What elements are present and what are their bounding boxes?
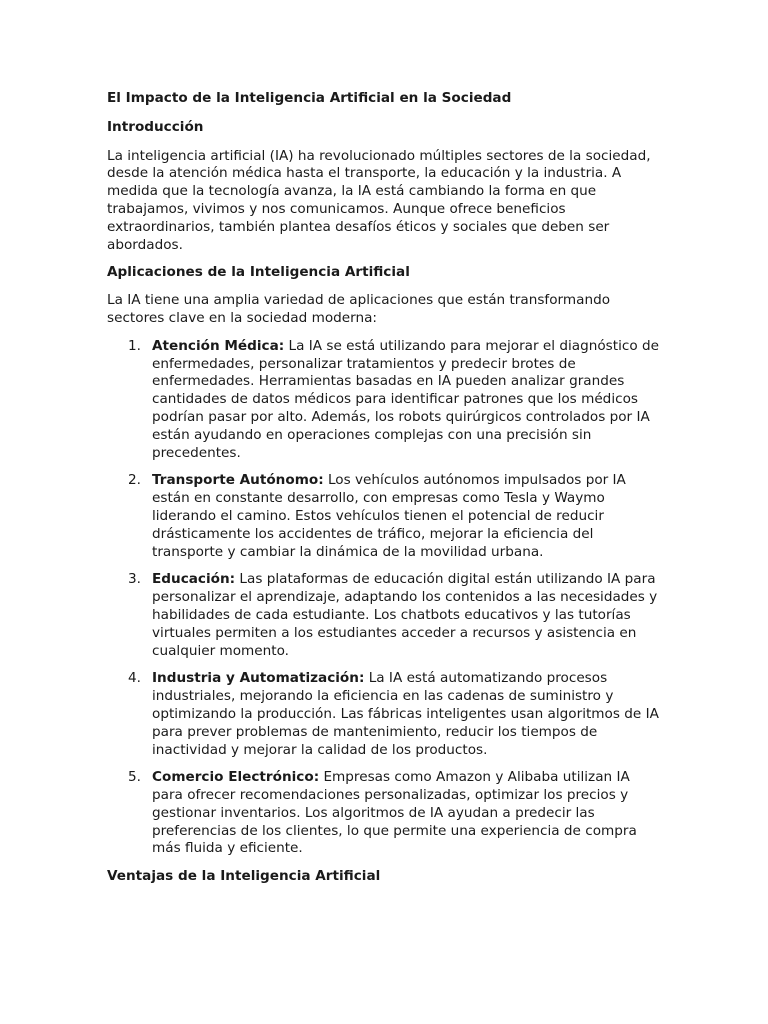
- list-item-term: Transporte Autónomo:: [152, 472, 324, 489]
- list-item-text: Los vehículos autónomos impulsados por IA están en constante desarrollo, con empresas como Tesla y Waymo liderando el camino. Estos vehículos tienen el potencial de reducir drásticamente los accidentes de tráfico, mejorar la eficiencia del transporte y cambiar la dinámica de la movilidad urbana.: [152, 472, 626, 560]
- list-item-number: 5.: [128, 769, 141, 786]
- list-item-number: 4.: [128, 670, 141, 687]
- document-title: El Impacto de la Inteligencia Artificial en la Sociedad: [107, 90, 512, 106]
- advantages-heading: Ventajas de la Inteligencia Artificial: [107, 868, 381, 885]
- list-item-term: Industria y Automatización:: [152, 670, 365, 687]
- list-item: [107, 472, 662, 561]
- list-item-term: Atención Médica:: [152, 337, 285, 354]
- list-item: [107, 338, 662, 463]
- applications-intro-paragraph: La IA tiene una amplia variedad de aplicaciones que están transformando sectores clave en la sociedad moderna:: [107, 292, 611, 326]
- applications-list: [107, 338, 668, 859]
- list-item-term: Comercio Electrónico:: [152, 769, 320, 786]
- list-item: [107, 571, 662, 660]
- list-item-text: La IA está automatizando procesos industriales, mejorando la eficiencia en las cadenas de suministro y optimizando la producción. Las fábricas inteligentes usan algoritmos de IA para prever problemas de mantenimiento, reducir los tiempos de inactividad y mejorar la calidad de los productos.: [152, 670, 659, 758]
- intro-paragraph: La inteligencia artificial (IA) ha revolucionado múltiples sectores de la sociedad, desde la atención médica hasta el transporte, la educación y la industria. A medida que la tecnología avanza, la IA está cambiando la forma en que trabajamos, vivimos y nos comunicamos. Aunque ofrece beneficios extraordinarios, también plantea desafíos éticos y sociales que deben ser abordados.: [107, 147, 651, 253]
- list-item-text: Las plataformas de educación digital están utilizando IA para personalizar el aprendizaje, adaptando los contenidos a las necesidades y habilidades de cada estudiante. Los chatbots educativos y las tutorías virtuales permiten a los estudiantes acceder a recursos y asistencia en cualquier momento.: [152, 571, 658, 659]
- applications-heading: Aplicaciones de la Inteligencia Artificial: [107, 264, 410, 281]
- list-item-number: 1.: [128, 337, 141, 354]
- list-item-term: Educación:: [152, 571, 236, 588]
- list-item-number: 3.: [128, 571, 141, 588]
- list-item-text: Empresas como Amazon y Alibaba utilizan IA para ofrecer recomendaciones personalizadas, optimizar los precios y gestionar inventarios. Los algoritmos de IA ayudan a predecir las preferencias de los clientes, lo que permite una experiencia de compra más fluida y eficiente.: [152, 769, 637, 857]
- list-item: [107, 670, 662, 759]
- intro-heading: Introducción: [107, 118, 204, 135]
- list-item-text: La IA se está utilizando para mejorar el diagnóstico de enfermedades, personalizar tratamientos y predecir brotes de enfermedades. Herramientas basadas en IA pueden analizar grandes cantidades de datos médicos para identificar patrones que los médicos podrían pasar por alto. Además, los robots quirúrgicos controlados por IA están ayudando en operaciones complejas con una precisión sin precedentes.: [152, 337, 659, 461]
- list-item: [107, 769, 662, 858]
- list-item-number: 2.: [128, 472, 141, 489]
